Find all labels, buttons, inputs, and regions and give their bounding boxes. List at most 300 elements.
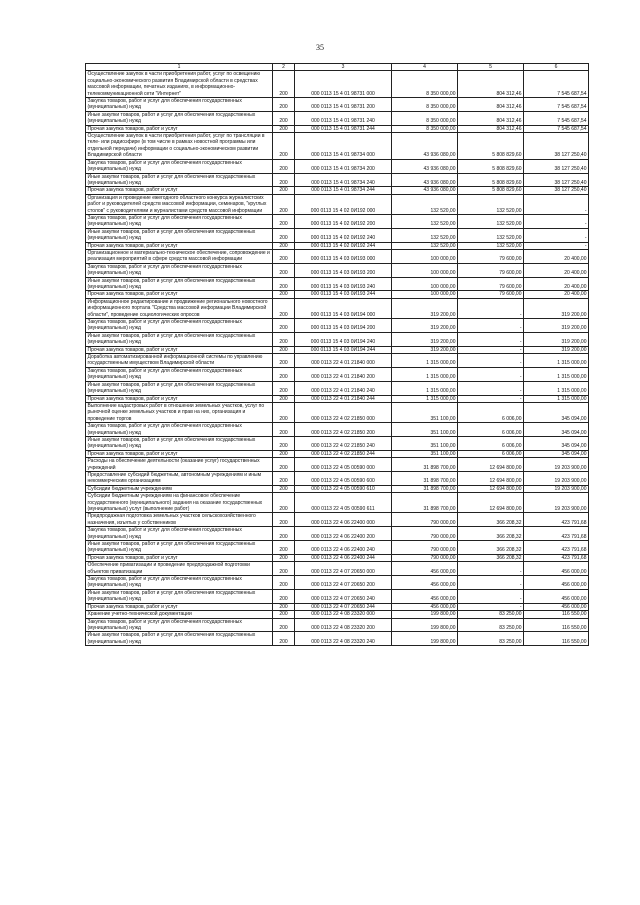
row-name-cell: Закупка товаров, работ и услуг для обеспечения государственных (муниципальных) нужд <box>86 319 273 333</box>
table-row <box>86 485 589 492</box>
row-name-cell: Закупка товаров, работ и услуг для обеспечения государственных (муниципальных) нужд <box>86 263 273 277</box>
budget-code-cell: 000 0113 22 4 01 21840 200 <box>295 367 392 381</box>
executed-amount-cell: 5 808 829,60 <box>458 159 524 173</box>
budget-code-cell: 000 0113 22 4 01 21840 000 <box>295 354 392 368</box>
remaining-amount-cell: 345 094,00 <box>524 450 589 457</box>
row-name-cell: Закупка товаров, работ и услуг для обеспечения государственных (муниципальных) нужд <box>86 423 273 437</box>
row-name-cell: Закупка товаров, работ и услуг для обеспечения государственных (муниципальных) нужд <box>86 527 273 541</box>
executed-amount-cell: - <box>458 354 524 368</box>
executed-amount-cell: 6 006,00 <box>458 423 524 437</box>
admin-code-cell: 200 <box>273 214 295 228</box>
approved-amount-cell: 199 800,00 <box>392 611 458 618</box>
admin-code-cell: 200 <box>273 576 295 590</box>
executed-amount-cell: 83 250,00 <box>458 618 524 632</box>
row-name-cell: Закупка товаров, работ и услуг для обеспечения государственных (муниципальных) нужд <box>86 214 273 228</box>
remaining-amount-cell: 456 000,00 <box>524 562 589 576</box>
remaining-amount-cell: 456 000,00 <box>524 576 589 590</box>
table-row <box>86 98 589 112</box>
row-name-cell: Иные закупки товаров, работ и услуг для обеспечения государственных (муниципальных) нужд <box>86 332 273 346</box>
remaining-amount-cell: 319 200,00 <box>524 319 589 333</box>
approved-amount-cell: 43 936 080,00 <box>392 173 458 187</box>
approved-amount-cell: 43 936 080,00 <box>392 187 458 194</box>
admin-code-cell: 200 <box>273 436 295 450</box>
table-row <box>86 423 589 437</box>
remaining-amount-cell: - <box>524 242 589 249</box>
remaining-amount-cell: 423 791,68 <box>524 554 589 561</box>
remaining-amount-cell: 1 315 000,00 <box>524 354 589 368</box>
table-row <box>86 159 589 173</box>
table-row <box>86 111 589 125</box>
budget-code-cell: 000 0113 22 4 07 20650 200 <box>295 576 392 590</box>
remaining-amount-cell: 20 400,00 <box>524 249 589 263</box>
table-row <box>86 319 589 333</box>
executed-amount-cell: 5 808 829,60 <box>458 173 524 187</box>
budget-code-cell: 000 0113 15 4 02 0И192 000 <box>295 194 392 214</box>
admin-code-cell: 200 <box>273 603 295 610</box>
row-name-cell: Закупка товаров, работ и услуг для обеспечения государственных (муниципальных) нужд <box>86 618 273 632</box>
admin-code-cell: 200 <box>273 423 295 437</box>
table-row <box>86 187 589 194</box>
row-name-cell: Иные закупки товаров, работ и услуг для обеспечения государственных (муниципальных) нужд <box>86 632 273 646</box>
budget-code-cell: 000 0113 22 4 02 21850 240 <box>295 436 392 450</box>
row-name-cell: Иные закупки товаров, работ и услуг для обеспечения государственных (муниципальных) нужд <box>86 111 273 125</box>
approved-amount-cell: 351 100,00 <box>392 402 458 422</box>
executed-amount-cell: 132 520,00 <box>458 228 524 242</box>
table-row <box>86 632 589 646</box>
table-row <box>86 381 589 395</box>
budget-code-cell: 000 0113 22 4 06 22400 200 <box>295 527 392 541</box>
table-row <box>86 194 589 214</box>
row-name-cell: Прочая закупка товаров, работ и услуг <box>86 346 273 353</box>
approved-amount-cell: 8 350 000,00 <box>392 111 458 125</box>
executed-amount-cell: 6 006,00 <box>458 450 524 457</box>
admin-code-cell: 200 <box>273 354 295 368</box>
table-row <box>86 332 589 346</box>
budget-code-cell: 000 0113 15 4 03 0И193 200 <box>295 263 392 277</box>
budget-code-cell: 000 0113 22 4 02 21850 000 <box>295 402 392 422</box>
table-row <box>86 618 589 632</box>
approved-amount-cell: 31 898 700,00 <box>392 493 458 513</box>
budget-code-cell: 000 0113 22 4 06 22400 000 <box>295 513 392 527</box>
budget-code-cell: 000 0113 22 4 05 00590 611 <box>295 493 392 513</box>
admin-code-cell: 200 <box>273 98 295 112</box>
table-row <box>86 562 589 576</box>
budget-code-cell: 000 0113 15 4 02 0И192 240 <box>295 228 392 242</box>
approved-amount-cell: 319 200,00 <box>392 332 458 346</box>
table-row <box>86 71 589 98</box>
admin-code-cell: 200 <box>273 632 295 646</box>
budget-code-cell: 000 0113 15 4 03 0И193 240 <box>295 277 392 291</box>
remaining-amount-cell: 38 127 250,40 <box>524 187 589 194</box>
budget-code-cell: 000 0113 22 4 08 23320 000 <box>295 611 392 618</box>
budget-code-cell: 000 0113 22 4 05 00590 610 <box>295 485 392 492</box>
table-row <box>86 242 589 249</box>
row-name-cell: Иные закупки товаров, работ и услуг для обеспечения государственных (муниципальных) нужд <box>86 381 273 395</box>
remaining-amount-cell: 319 200,00 <box>524 298 589 318</box>
executed-amount-cell: - <box>458 298 524 318</box>
budget-code-cell: 000 0113 15 4 03 0И194 200 <box>295 319 392 333</box>
budget-code-cell: 000 0113 15 4 03 0И193 000 <box>295 249 392 263</box>
budget-code-cell: 000 0113 15 4 03 0И194 240 <box>295 332 392 346</box>
executed-amount-cell: 366 208,32 <box>458 527 524 541</box>
row-name-cell: Закупка товаров, работ и услуг для обеспечения государственных (муниципальных) нужд <box>86 576 273 590</box>
row-name-cell: Осуществление закупок в части приобретения работ, услуг по трансляции в теле- или радиоэфире (в том числе в рамках новостной программы или отдельной передачи) информации о социально-экономическом развитии Владимирской области <box>86 133 273 160</box>
row-name-cell: Прочая закупка товаров, работ и услуг <box>86 291 273 298</box>
row-name-cell: Обеспечение приватизации и проведение предпродажной подготовки объектов приватизации <box>86 562 273 576</box>
admin-code-cell: 200 <box>273 71 295 98</box>
table-row <box>86 277 589 291</box>
row-name-cell: Прочая закупка товаров, работ и услуг <box>86 187 273 194</box>
approved-amount-cell: 351 100,00 <box>392 450 458 457</box>
executed-amount-cell: 79 600,00 <box>458 291 524 298</box>
table-row <box>86 346 589 353</box>
approved-amount-cell: 100 000,00 <box>392 263 458 277</box>
admin-code-cell: 200 <box>273 513 295 527</box>
row-name-cell: Организационное и материально-техническое обеспечение, сопровождение и реализация мероприятий в сфере средств массовой информации <box>86 249 273 263</box>
budget-code-cell: 000 0113 22 4 08 23320 200 <box>295 618 392 632</box>
row-name-cell: Иные закупки товаров, работ и услуг для обеспечения государственных (муниципальных) нужд <box>86 277 273 291</box>
admin-code-cell: 200 <box>273 554 295 561</box>
remaining-amount-cell: - <box>524 214 589 228</box>
approved-amount-cell: 199 800,00 <box>392 632 458 646</box>
approved-amount-cell: 790 000,00 <box>392 554 458 561</box>
executed-amount-cell: 12 694 800,00 <box>458 471 524 485</box>
executed-amount-cell: - <box>458 346 524 353</box>
remaining-amount-cell: 319 200,00 <box>524 332 589 346</box>
budget-code-cell: 000 0113 15 4 01 98731 000 <box>295 71 392 98</box>
approved-amount-cell: 790 000,00 <box>392 527 458 541</box>
budget-execution-table <box>85 63 589 646</box>
approved-amount-cell: 1 315 000,00 <box>392 381 458 395</box>
remaining-amount-cell: - <box>524 194 589 214</box>
admin-code-cell: 200 <box>273 395 295 402</box>
table-row <box>86 589 589 603</box>
approved-amount-cell: 100 000,00 <box>392 277 458 291</box>
remaining-amount-cell: 1 315 000,00 <box>524 395 589 402</box>
row-name-cell: Расходы на обеспечение деятельности (оказание услуг) государственных учреждений <box>86 458 273 472</box>
approved-amount-cell: 319 200,00 <box>392 298 458 318</box>
remaining-amount-cell: 345 094,00 <box>524 402 589 422</box>
row-name-cell: Иные закупки товаров, работ и услуг для обеспечения государственных (муниципальных) нужд <box>86 436 273 450</box>
approved-amount-cell: 790 000,00 <box>392 541 458 555</box>
table-row <box>86 603 589 610</box>
executed-amount-cell: 132 520,00 <box>458 242 524 249</box>
admin-code-cell: 200 <box>273 485 295 492</box>
row-name-cell: Прочая закупка товаров, работ и услуг <box>86 603 273 610</box>
budget-code-cell: 000 0113 22 4 01 21840 240 <box>295 381 392 395</box>
table-row <box>86 436 589 450</box>
approved-amount-cell: 132 520,00 <box>392 194 458 214</box>
remaining-amount-cell: 345 094,00 <box>524 423 589 437</box>
admin-code-cell: 200 <box>273 298 295 318</box>
executed-amount-cell: - <box>458 603 524 610</box>
approved-amount-cell: 456 000,00 <box>392 562 458 576</box>
remaining-amount-cell: 1 315 000,00 <box>524 381 589 395</box>
row-name-cell: Хранение учетно-технической документации <box>86 611 273 618</box>
row-name-cell: Иные закупки товаров, работ и услуг для обеспечения государственных (муниципальных) нужд <box>86 589 273 603</box>
approved-amount-cell: 351 100,00 <box>392 436 458 450</box>
admin-code-cell: 200 <box>273 187 295 194</box>
row-name-cell: Доработка автоматизированной информационной системы по управлению государственным имуществом Владимирской области <box>86 354 273 368</box>
budget-code-cell: 000 0113 22 4 07 20650 240 <box>295 589 392 603</box>
approved-amount-cell: 1 315 000,00 <box>392 354 458 368</box>
table-row <box>86 354 589 368</box>
remaining-amount-cell: 423 791,68 <box>524 541 589 555</box>
remaining-amount-cell: 7 545 687,54 <box>524 71 589 98</box>
row-name-cell: Закупка товаров, работ и услуг для обеспечения государственных (муниципальных) нужд <box>86 367 273 381</box>
admin-code-cell: 200 <box>273 450 295 457</box>
remaining-amount-cell: 7 545 687,54 <box>524 98 589 112</box>
admin-code-cell: 200 <box>273 242 295 249</box>
approved-amount-cell: 319 200,00 <box>392 346 458 353</box>
approved-amount-cell: 1 315 000,00 <box>392 395 458 402</box>
remaining-amount-cell: 19 203 900,00 <box>524 471 589 485</box>
approved-amount-cell: 456 000,00 <box>392 576 458 590</box>
admin-code-cell: 200 <box>273 402 295 422</box>
remaining-amount-cell: 19 203 900,00 <box>524 485 589 492</box>
approved-amount-cell: 31 898 700,00 <box>392 485 458 492</box>
executed-amount-cell: 12 694 800,00 <box>458 458 524 472</box>
approved-amount-cell: 8 350 000,00 <box>392 125 458 132</box>
budget-code-cell: 000 0113 15 4 02 0И192 200 <box>295 214 392 228</box>
executed-amount-cell: 5 808 829,60 <box>458 187 524 194</box>
table-row <box>86 367 589 381</box>
approved-amount-cell: 31 898 700,00 <box>392 471 458 485</box>
executed-amount-cell: 804 312,46 <box>458 125 524 132</box>
column-header: 6 <box>524 64 589 71</box>
approved-amount-cell: 8 350 000,00 <box>392 71 458 98</box>
executed-amount-cell: 12 694 800,00 <box>458 493 524 513</box>
executed-amount-cell: 366 208,32 <box>458 554 524 561</box>
table-row <box>86 228 589 242</box>
executed-amount-cell: - <box>458 367 524 381</box>
row-name-cell: Осуществление закупок в части приобретения работ, услуг по освещению социально-экономического развития Владимирской области в средствах массовой информации, печатных изданиях, в информационно-телекоммуникационной сети "Интернет" <box>86 71 273 98</box>
column-header: 3 <box>295 64 392 71</box>
budget-code-cell: 000 0113 15 4 01 98731 240 <box>295 111 392 125</box>
remaining-amount-cell: 423 791,68 <box>524 513 589 527</box>
row-name-cell: Иные закупки товаров, работ и услуг для обеспечения государственных (муниципальных) нужд <box>86 228 273 242</box>
remaining-amount-cell: 456 000,00 <box>524 589 589 603</box>
approved-amount-cell: 319 200,00 <box>392 319 458 333</box>
executed-amount-cell: - <box>458 395 524 402</box>
admin-code-cell: 200 <box>273 611 295 618</box>
executed-amount-cell: 804 312,46 <box>458 111 524 125</box>
remaining-amount-cell: 38 127 250,40 <box>524 173 589 187</box>
row-name-cell: Информационное редактирование и продвижение регионального новостного информационного портала "Средства массовой информации Владимирской области", проведение социологических опросов <box>86 298 273 318</box>
budget-code-cell: 000 0113 15 4 03 0И194 000 <box>295 298 392 318</box>
admin-code-cell: 200 <box>273 319 295 333</box>
approved-amount-cell: 351 100,00 <box>392 423 458 437</box>
row-name-cell: Предоставление субсидий бюджетным, автономным учреждениям и иным некоммерческим организациям <box>86 471 273 485</box>
row-name-cell: Закупка товаров, работ и услуг для обеспечения государственных (муниципальных) нужд <box>86 159 273 173</box>
table-row <box>86 133 589 160</box>
executed-amount-cell: 12 694 800,00 <box>458 485 524 492</box>
approved-amount-cell: 100 000,00 <box>392 291 458 298</box>
budget-code-cell: 000 0113 22 4 01 21840 244 <box>295 395 392 402</box>
budget-code-cell: 000 0113 15 4 01 98734 000 <box>295 133 392 160</box>
table-row <box>86 214 589 228</box>
executed-amount-cell: - <box>458 589 524 603</box>
remaining-amount-cell: 38 127 250,40 <box>524 133 589 160</box>
budget-code-cell: 000 0113 22 4 06 22400 240 <box>295 541 392 555</box>
admin-code-cell: 200 <box>273 541 295 555</box>
approved-amount-cell: 1 315 000,00 <box>392 367 458 381</box>
row-name-cell: Закупка товаров, работ и услуг для обеспечения государственных (муниципальных) нужд <box>86 98 273 112</box>
column-header: 2 <box>273 64 295 71</box>
table-row <box>86 471 589 485</box>
admin-code-cell: 200 <box>273 332 295 346</box>
remaining-amount-cell: 456 000,00 <box>524 603 589 610</box>
table-row <box>86 450 589 457</box>
admin-code-cell: 200 <box>273 589 295 603</box>
executed-amount-cell: 132 520,00 <box>458 194 524 214</box>
table-row <box>86 576 589 590</box>
remaining-amount-cell: 20 400,00 <box>524 277 589 291</box>
admin-code-cell: 200 <box>273 493 295 513</box>
admin-code-cell: 200 <box>273 527 295 541</box>
executed-amount-cell: 804 312,46 <box>458 71 524 98</box>
row-name-cell: Прочая закупка товаров, работ и услуг <box>86 125 273 132</box>
admin-code-cell: 200 <box>273 111 295 125</box>
executed-amount-cell: - <box>458 381 524 395</box>
remaining-amount-cell: 19 203 900,00 <box>524 458 589 472</box>
table-row <box>86 513 589 527</box>
table-row <box>86 298 589 318</box>
budget-code-cell: 000 0113 15 4 01 98731 200 <box>295 98 392 112</box>
admin-code-cell: 200 <box>273 291 295 298</box>
column-header: 5 <box>458 64 524 71</box>
approved-amount-cell: 132 520,00 <box>392 242 458 249</box>
remaining-amount-cell: 116 550,00 <box>524 632 589 646</box>
executed-amount-cell: 132 520,00 <box>458 214 524 228</box>
column-header: 1 <box>86 64 273 71</box>
remaining-amount-cell: 319 200,00 <box>524 346 589 353</box>
approved-amount-cell: 31 898 700,00 <box>392 458 458 472</box>
budget-code-cell: 000 0113 15 4 03 0И194 244 <box>295 346 392 353</box>
approved-amount-cell: 43 936 080,00 <box>392 133 458 160</box>
executed-amount-cell: 83 250,00 <box>458 632 524 646</box>
table-row <box>86 611 589 618</box>
row-name-cell: Организация и проведение ежегодного областного конкурса журналистских работ и руководителей средств массовой информации, семинаров, "круглых столов" с руководителями и журналистами средств массовой информации <box>86 194 273 214</box>
row-name-cell: Прочая закупка товаров, работ и услуг <box>86 554 273 561</box>
admin-code-cell: 200 <box>273 562 295 576</box>
remaining-amount-cell: 116 550,00 <box>524 611 589 618</box>
remaining-amount-cell: 20 400,00 <box>524 291 589 298</box>
admin-code-cell: 200 <box>273 133 295 160</box>
table-row <box>86 173 589 187</box>
remaining-amount-cell: 423 791,68 <box>524 527 589 541</box>
admin-code-cell: 200 <box>273 228 295 242</box>
budget-code-cell: 000 0113 22 4 05 00590 000 <box>295 458 392 472</box>
budget-code-cell: 000 0113 22 4 07 20650 000 <box>295 562 392 576</box>
table-row <box>86 527 589 541</box>
admin-code-cell: 200 <box>273 173 295 187</box>
table-row <box>86 458 589 472</box>
admin-code-cell: 200 <box>273 346 295 353</box>
table-row <box>86 263 589 277</box>
row-name-cell: Иные закупки товаров, работ и услуг для обеспечения государственных (муниципальных) нужд <box>86 541 273 555</box>
executed-amount-cell: - <box>458 332 524 346</box>
approved-amount-cell: 43 936 080,00 <box>392 159 458 173</box>
budget-code-cell: 000 0113 15 4 01 98734 240 <box>295 173 392 187</box>
executed-amount-cell: - <box>458 562 524 576</box>
approved-amount-cell: 100 000,00 <box>392 249 458 263</box>
table-row <box>86 395 589 402</box>
executed-amount-cell: - <box>458 576 524 590</box>
row-name-cell: Субсидии бюджетным учреждениям на финансовое обеспечение государственного (муниципального) задания на оказание государственных (муниципальных) услуг (выполнение работ) <box>86 493 273 513</box>
row-name-cell: Прочая закупка товаров, работ и услуг <box>86 242 273 249</box>
column-header: 4 <box>392 64 458 71</box>
remaining-amount-cell: 116 550,00 <box>524 618 589 632</box>
remaining-amount-cell: 19 203 900,00 <box>524 493 589 513</box>
row-name-cell: Предпродажная подготовка земельных участков сельскохозяйственного назначения, изъятых у собственников <box>86 513 273 527</box>
executed-amount-cell: 6 006,00 <box>458 402 524 422</box>
budget-code-cell: 000 0113 15 4 01 98731 244 <box>295 125 392 132</box>
remaining-amount-cell: - <box>524 228 589 242</box>
executed-amount-cell: 366 208,32 <box>458 541 524 555</box>
table-row <box>86 493 589 513</box>
budget-code-cell: 000 0113 22 4 08 23320 240 <box>295 632 392 646</box>
executed-amount-cell: 6 006,00 <box>458 436 524 450</box>
admin-code-cell: 200 <box>273 277 295 291</box>
table-row <box>86 249 589 263</box>
admin-code-cell: 200 <box>273 249 295 263</box>
table-row <box>86 541 589 555</box>
executed-amount-cell: 79 600,00 <box>458 277 524 291</box>
table-row <box>86 291 589 298</box>
approved-amount-cell: 8 350 000,00 <box>392 98 458 112</box>
admin-code-cell: 200 <box>273 125 295 132</box>
budget-code-cell: 000 0113 15 4 02 0И192 244 <box>295 242 392 249</box>
admin-code-cell: 200 <box>273 263 295 277</box>
budget-code-cell: 000 0113 15 4 01 98734 200 <box>295 159 392 173</box>
admin-code-cell: 200 <box>273 159 295 173</box>
admin-code-cell: 200 <box>273 194 295 214</box>
approved-amount-cell: 456 000,00 <box>392 603 458 610</box>
admin-code-cell: 200 <box>273 618 295 632</box>
executed-amount-cell: 366 208,32 <box>458 513 524 527</box>
remaining-amount-cell: 38 127 250,40 <box>524 159 589 173</box>
approved-amount-cell: 790 000,00 <box>392 513 458 527</box>
remaining-amount-cell: 345 094,00 <box>524 436 589 450</box>
budget-code-cell: 000 0113 22 4 05 00590 600 <box>295 471 392 485</box>
remaining-amount-cell: 7 545 687,54 <box>524 125 589 132</box>
approved-amount-cell: 132 520,00 <box>392 228 458 242</box>
row-name-cell: Субсидии бюджетным учреждениям <box>86 485 273 492</box>
executed-amount-cell: 5 808 829,60 <box>458 133 524 160</box>
budget-code-cell: 000 0113 22 4 02 21850 244 <box>295 450 392 457</box>
executed-amount-cell: 79 600,00 <box>458 249 524 263</box>
executed-amount-cell: 79 600,00 <box>458 263 524 277</box>
row-name-cell: Прочая закупка товаров, работ и услуг <box>86 450 273 457</box>
executed-amount-cell: - <box>458 319 524 333</box>
table-row <box>86 125 589 132</box>
row-name-cell: Выполнение кадастровых работ в отношении земельных участков, услуг по рыночной оценке земельных участков и прав на них, организация и проведение торгов <box>86 402 273 422</box>
approved-amount-cell: 132 520,00 <box>392 214 458 228</box>
table-row <box>86 402 589 422</box>
remaining-amount-cell: 20 400,00 <box>524 263 589 277</box>
budget-code-cell: 000 0113 22 4 02 21850 200 <box>295 423 392 437</box>
page-number: 35 <box>316 43 324 52</box>
budget-code-cell: 000 0113 22 4 07 20650 244 <box>295 603 392 610</box>
executed-amount-cell: 83 250,00 <box>458 611 524 618</box>
row-name-cell: Прочая закупка товаров, работ и услуг <box>86 395 273 402</box>
budget-code-cell: 000 0113 15 4 03 0И193 244 <box>295 291 392 298</box>
remaining-amount-cell: 7 545 687,54 <box>524 111 589 125</box>
remaining-amount-cell: 1 315 000,00 <box>524 367 589 381</box>
table-row <box>86 554 589 561</box>
column-number-row <box>86 64 589 71</box>
